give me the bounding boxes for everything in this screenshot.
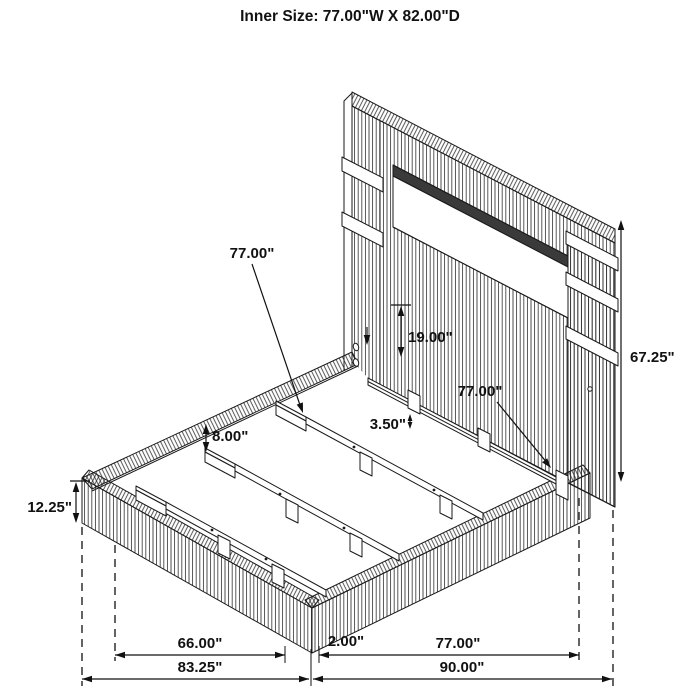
- arrowhead: [602, 676, 612, 683]
- dim-label-19: 19.00": [408, 329, 453, 346]
- arrowhead: [569, 652, 579, 659]
- arrowhead: [82, 676, 92, 683]
- dim-label-90: 90.00": [439, 659, 485, 676]
- arrowhead: [115, 652, 125, 659]
- screw-dot: [279, 493, 282, 496]
- arrowhead: [618, 220, 625, 230]
- dim-label-77: 77.00": [435, 635, 481, 652]
- dim-label-12-25: 12.25": [27, 499, 72, 516]
- arrowhead: [299, 676, 309, 683]
- headboard-left-side-face: [344, 93, 352, 379]
- leader-line: [252, 264, 301, 408]
- screw-dot: [353, 446, 356, 449]
- screw-dot: [265, 558, 268, 561]
- screw-dot: [343, 527, 346, 530]
- dim-label-inner-77: 77.00": [457, 383, 503, 400]
- dim-label-83-25: 83.25": [177, 659, 223, 676]
- arrowhead: [319, 652, 329, 659]
- hardware-hole: [588, 387, 592, 391]
- screw-dot: [211, 529, 214, 532]
- arrowhead: [618, 472, 625, 482]
- dim-label-67-25: 67.25": [630, 349, 675, 366]
- dim-label-slat-length: 77.00": [229, 245, 275, 262]
- arrowhead: [73, 482, 80, 492]
- dim-label-3-5: 3.50": [369, 416, 406, 433]
- page-title: Inner Size: 77.00"W X 82.00"D: [240, 8, 460, 25]
- arrowhead: [313, 676, 323, 683]
- dim-label-2: 2.00": [327, 633, 365, 650]
- arrowhead: [73, 513, 80, 523]
- arrowhead: [275, 652, 285, 659]
- screw-dot: [433, 489, 436, 492]
- dim-label-66: 66.00": [177, 635, 223, 652]
- dim-label-8: 8.00": [212, 428, 249, 445]
